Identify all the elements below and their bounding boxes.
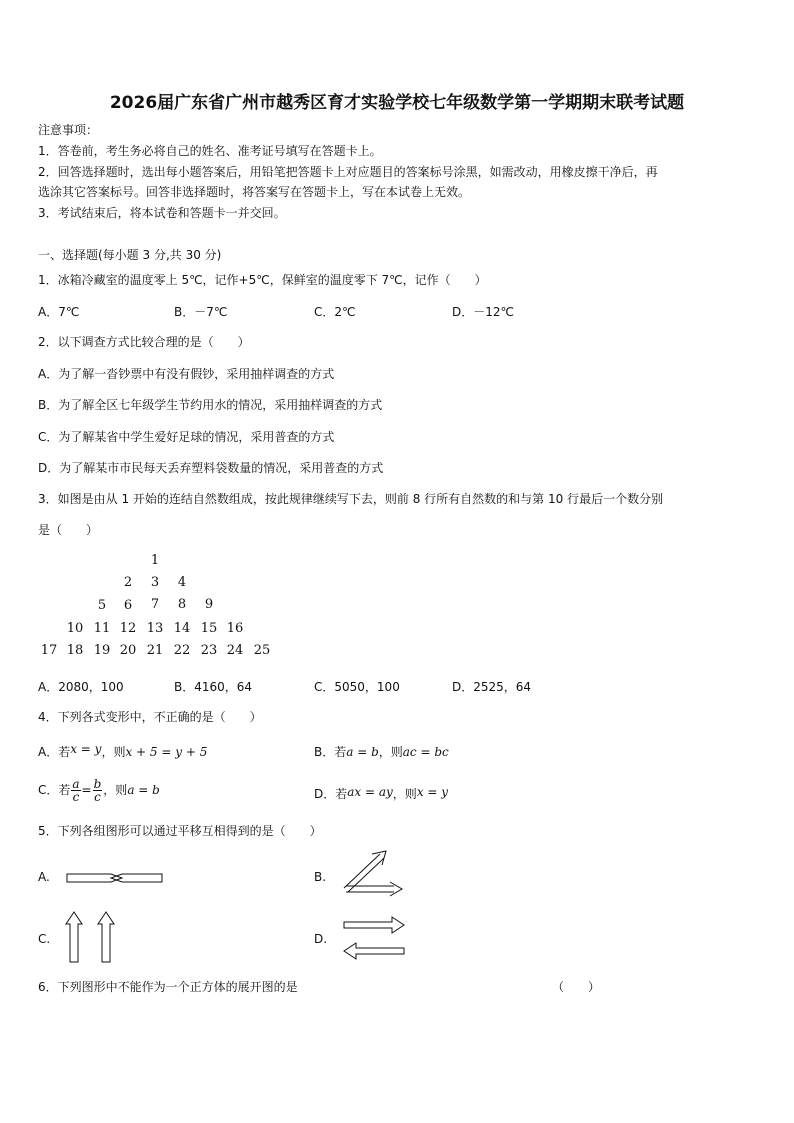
q2-stem: 2．以下调查方式比较合理的是（ ） (38, 335, 250, 349)
notice-item-1: 1．答卷前，考生务必将自己的姓名、准考证号填写在答题卡上。 (38, 144, 382, 158)
q4-c-numerator-2: b (93, 777, 102, 791)
q2-option-a: A．为了解一沓钞票中有没有假钞，采用抽样调查的方式 (38, 367, 335, 381)
notice-item-2-cont: 选涂其它答案标号。回答非选择题时，将答案写在答题卡上，写在本试卷上无效。 (38, 185, 471, 199)
q3-stem-cont: 是（ ） (38, 523, 99, 537)
q2-option-d: D．为了解某市市民每天丢弃塑料袋数量的情况，采用普查的方式 (38, 461, 384, 475)
q4-c-numerator-1: a (72, 777, 80, 791)
triangle-number: 5 (97, 598, 107, 613)
triangle-number: 21 (146, 643, 164, 658)
q3-option-d: D．2525，64 (452, 680, 532, 694)
triangle-number: 8 (177, 597, 187, 612)
q4-d-label: D．若 (314, 787, 348, 801)
q3-option-c: C．5050，100 (314, 680, 400, 694)
page-title: 2026届广东省广州市越秀区育才实验学校七年级数学第一学期期末联考试题 (109, 93, 685, 113)
q4-c-label: C．若 (38, 783, 71, 797)
q1-stem: 1．冰箱冷藏室的温度零上 5℃，记作+5℃，保鲜室的温度零下 7℃，记作（ ） (38, 273, 487, 287)
triangle-number: 20 (119, 643, 137, 658)
q5-label-b: B. (314, 870, 327, 884)
triangle-number: 11 (93, 621, 111, 636)
q5-figure-d (342, 912, 408, 962)
triangle-number: 18 (66, 643, 84, 658)
q4-c-fraction-1 (71, 778, 80, 803)
q1-option-c: C．2℃ (314, 305, 356, 319)
q4-b-then: ，则 (378, 745, 403, 759)
q4-option-d (314, 785, 448, 802)
q5-label-a: A. (38, 870, 50, 884)
triangle-number: 12 (119, 621, 137, 636)
triangle-number: 13 (146, 621, 164, 636)
notice-item-2: 2．回答选择题时，选出每小题答案后，用铅笔把答题卡上对应题目的答案标号涂黑，如需改动，用橡皮擦干净后，再 (38, 165, 658, 179)
triangle-number: 16 (226, 621, 244, 636)
q6-answer-paren: （ ） (552, 980, 601, 994)
q1-option-d: D．－12℃ (452, 305, 514, 319)
q3-option-a: A．2080，100 (38, 680, 124, 694)
q4-a-label: A．若 (38, 745, 71, 759)
q2-option-c: C．为了解某省中学生爱好足球的情况，采用普查的方式 (38, 430, 335, 444)
notice-heading: 注意事项： (38, 123, 99, 137)
q4-option-a (38, 743, 207, 760)
triangle-number: 2 (123, 575, 133, 590)
triangle-number: 1 (150, 553, 160, 568)
q4-c-fraction-2 (93, 778, 103, 803)
q4-stem: 4．下列各式变形中，不正确的是（ ） (38, 710, 262, 724)
q6-stem: 6．下列图形中不能作为一个正方体的展开图的是 (38, 980, 298, 994)
q4-option-c (38, 778, 160, 803)
q3-option-b: B．4160，64 (174, 680, 253, 694)
triangle-number: 25 (253, 643, 271, 658)
q5-stem: 5．下列各组图形可以通过平移互相得到的是（ ） (38, 824, 322, 838)
q4-b-label: B．若 (314, 745, 347, 759)
triangle-number: 10 (66, 621, 84, 636)
triangle-number: 23 (200, 643, 218, 658)
q5-label-d: D. (314, 932, 328, 946)
q5-figure-a (66, 866, 166, 890)
q1-option-b: B．－7℃ (174, 305, 228, 319)
q4-option-b (314, 743, 449, 760)
q4-d-condition: ax = ay (347, 785, 393, 799)
triangle-number: 4 (177, 575, 187, 590)
triangle-number: 24 (226, 643, 244, 658)
q4-d-then: ，则 (392, 787, 417, 801)
triangle-number: 6 (123, 598, 133, 613)
triangle-number: 19 (93, 643, 111, 658)
q4-c-denominator-2: c (94, 790, 101, 804)
q5-figure-b (342, 850, 406, 898)
q5-figure-c (64, 910, 124, 964)
q4-c-then: ，则 (103, 783, 128, 797)
q3-stem: 3．如图是由从 1 开始的连结自然数组成，按此规律继续写下去，则前 8 行所有自然数的和与第 10 行最后一个数分别 (38, 492, 664, 506)
notice-item-3: 3．考试结束后，将本试卷和答题卡一并交回。 (38, 206, 286, 220)
q4-c-result: a = b (127, 783, 160, 797)
triangle-number: 3 (150, 575, 160, 590)
q4-d-result: x = y (416, 785, 449, 799)
triangle-number: 17 (40, 643, 58, 658)
q4-b-result: ac = bc (402, 745, 449, 759)
triangle-number: 22 (173, 643, 191, 658)
q4-b-condition: a = b (346, 745, 379, 759)
triangle-number: 9 (204, 597, 214, 612)
q1-option-a: A．7℃ (38, 305, 80, 319)
q4-a-result: x + 5 = y + 5 (125, 745, 208, 759)
triangle-number: 15 (200, 621, 218, 636)
q4-a-then: ，则 (101, 745, 126, 759)
q4-c-equals: = (81, 783, 92, 797)
q5-label-c: C. (38, 932, 51, 946)
triangle-number: 14 (173, 621, 191, 636)
triangle-number: 7 (150, 597, 160, 612)
q2-option-b: B．为了解全区七年级学生节约用水的情况，采用抽样调查的方式 (38, 398, 383, 412)
section-heading: 一、选择题(每小题 3 分,共 30 分) (38, 248, 222, 262)
q4-a-condition: x = y (70, 742, 102, 756)
q4-c-denominator-1: c (72, 790, 80, 804)
